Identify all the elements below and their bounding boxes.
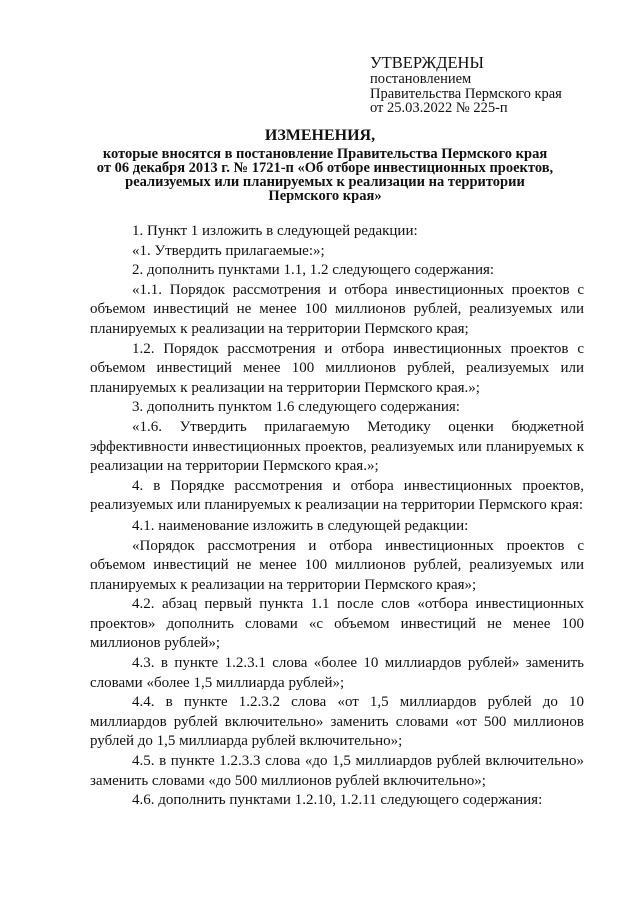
approval-line: постановлением — [370, 71, 472, 87]
approval-line: Правительства Пермского края — [370, 85, 562, 102]
document-body — [90, 222, 584, 811]
paragraph: 1.2. Порядок рассмотрения и отбора инвестиционных проектов с объемом инвестиций менее 100 миллионов рублей, реализуемых или планируемых к реализации на территории Пермского края.»; — [90, 340, 584, 396]
paragraph: 4. в Порядке рассмотрения и отбора инвестиционных проектов, реализуемых или планируемых к реализации на территории Пермского края: — [90, 477, 584, 514]
approval-heading: УТВЕРЖДЕНЫ — [370, 53, 484, 72]
document-subtitle — [70, 147, 580, 203]
paragraph: 2. дополнить пунктами 1.1, 1.2 следующего содержания: — [132, 262, 495, 279]
paragraph: «Порядок рассмотрения и отбора инвестиционных проектов с объемом инвестиций не менее 100 миллионов рублей, реализуемых или планируемых к реализации на территории Пермского края»; — [90, 537, 584, 593]
paragraph: «1.1. Порядок рассмотрения и отбора инвестиционных проектов с объемом инвестиций не менее 100 миллионов рублей, реализуемых или планируемых к реализации на территории Пермского края; — [90, 281, 584, 337]
document-title: ИЗМЕНЕНИЯ, — [264, 127, 376, 144]
subtitle-line: которые вносятся в постановление Правительства Пермского края — [102, 146, 548, 162]
approval-line: от 25.03.2022 № 225-п — [370, 100, 508, 116]
subtitle-line: Пермского края» — [268, 188, 382, 204]
paragraph: 1. Пункт 1 изложить в следующей редакции: — [132, 223, 418, 239]
paragraph: 4.2. абзац первый пункта 1.1 после слов «отбора инвестиционных проектов» дополнить словами «с объемом инвестиций не менее 100 миллионов рублей»; — [90, 596, 584, 652]
paragraph: 4.3. в пункте 1.2.3.1 слова «более 10 миллиардов рублей» заменить словами «более 1,5 миллиарда рублей»; — [90, 655, 584, 691]
paragraph: 3. дополнить пунктом 1.6 следующего содержания: — [132, 399, 460, 416]
paragraph: 4.4. в пункте 1.2.3.2 слова «от 1,5 миллиардов рублей до 10 миллиардов рублей включительно» заменить словами «от 500 миллионов рублей до 1,5 миллиарда рублей включительно»; — [90, 694, 584, 750]
subtitle-line: от 06 декабря 2013 г. № 1721-п «Об отборе инвестиционных проектов, — [96, 160, 554, 176]
paragraph: 4.6. дополнить пунктами 1.2.10, 1.2.11 следующего содержания: — [132, 792, 543, 809]
paragraph: 4.1. наименование изложить в следующей редакции: — [132, 517, 469, 534]
paragraph: «1. Утвердить прилагаемые:»; — [132, 242, 325, 259]
paragraph: 4.5. в пункте 1.2.3.3 слова «до 1,5 миллиардов рублей включительно» заменить словами «до 500 миллионов рублей включительно»; — [90, 753, 584, 789]
paragraph: «1.6. Утвердить прилагаемую Методику оценки бюджетной эффективности инвестиционных проектов, реализуемых или планируемых к реализации на территории Пермского края.»; — [90, 418, 584, 475]
subtitle-line: реализуемых или планируемых к реализации на территории — [125, 174, 525, 190]
approval-stamp — [370, 54, 610, 116]
